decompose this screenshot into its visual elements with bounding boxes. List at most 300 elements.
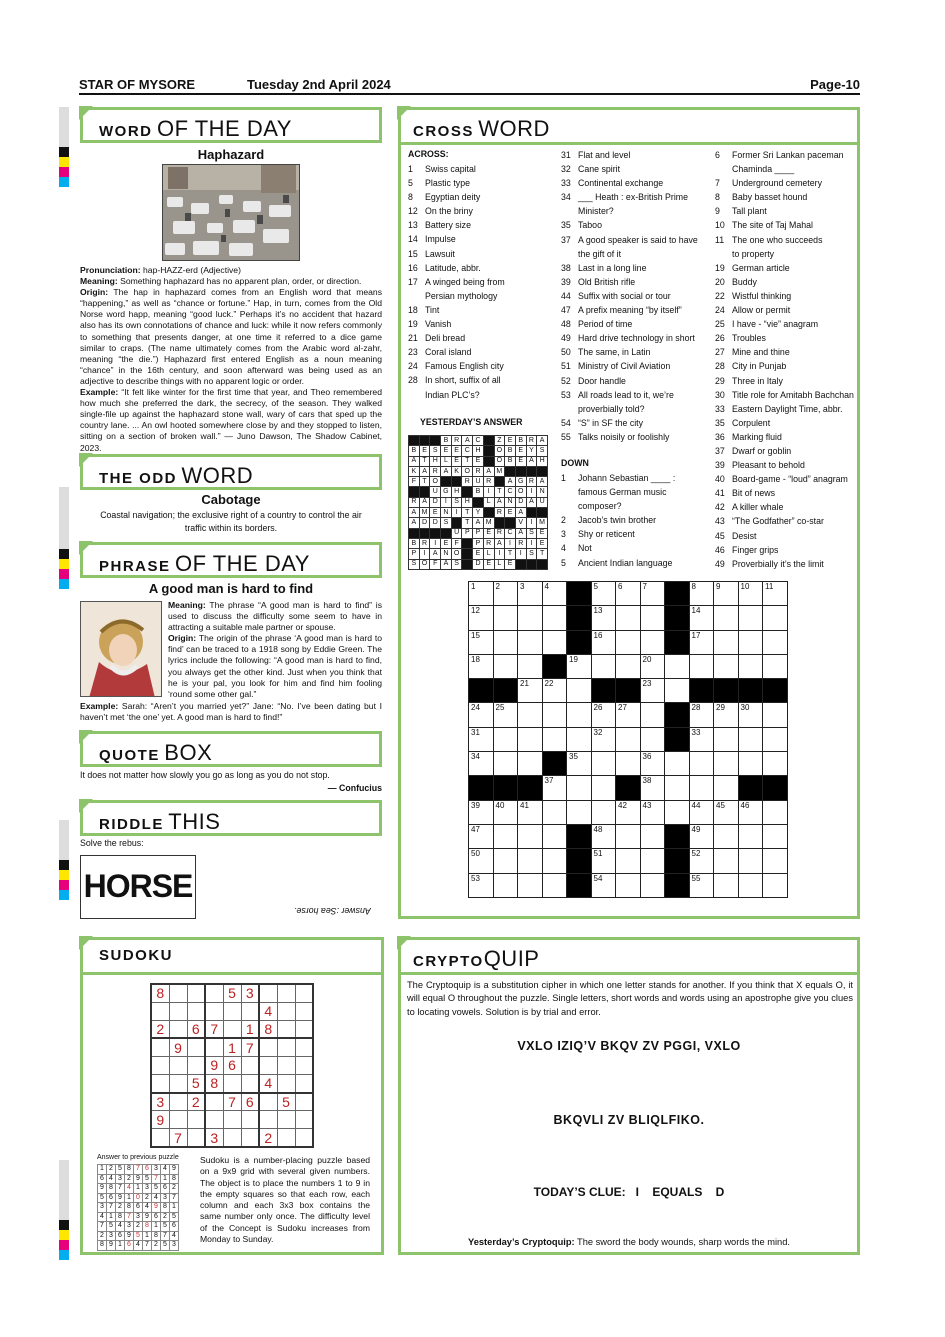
sudoku-cell[interactable] — [151, 1056, 169, 1074]
sudoku-cell: 7 — [205, 1020, 223, 1038]
crossword-cell[interactable] — [493, 824, 518, 848]
yesterday-cell: L — [483, 497, 494, 507]
sudoku-cell[interactable] — [259, 984, 277, 1002]
crossword-cell[interactable]: 24 — [469, 703, 494, 727]
yesterday-cell: P — [462, 528, 473, 538]
answer-cell: 8 — [152, 1231, 161, 1241]
crossword-cell[interactable] — [665, 800, 690, 824]
sudoku-cell[interactable] — [205, 984, 223, 1002]
crossword-cell[interactable]: 6 — [616, 582, 641, 606]
crossword-cell[interactable] — [542, 727, 567, 751]
sudoku-grid[interactable] — [150, 983, 314, 1148]
sudoku-cell[interactable] — [187, 1056, 205, 1074]
crossword-cell[interactable] — [738, 824, 763, 848]
crossword-cell[interactable]: 49 — [689, 824, 714, 848]
crossword-cell[interactable] — [591, 800, 616, 824]
clue: 36 Marking fluid — [715, 431, 782, 442]
crossword-cell[interactable]: 43 — [640, 800, 665, 824]
crossword-cell[interactable] — [542, 606, 567, 630]
crossword-cell[interactable]: 7 — [640, 582, 665, 606]
reg-yellow — [59, 870, 69, 880]
crossword-cell — [542, 752, 567, 776]
sudoku-cell[interactable] — [223, 1129, 241, 1147]
crossword-cell[interactable] — [640, 849, 665, 873]
crossword-cell[interactable] — [738, 727, 763, 751]
crossword-cell[interactable] — [518, 703, 543, 727]
crossword-cell[interactable]: 21 — [518, 679, 543, 703]
clue: 33 Eastern Daylight Time, abbr. — [715, 403, 843, 414]
crossword-cell — [567, 849, 592, 873]
yesterday-cell — [483, 436, 494, 446]
sudoku-cell[interactable] — [169, 1056, 187, 1074]
crossword-cell[interactable] — [518, 630, 543, 654]
crossword-cell[interactable]: 41 — [518, 800, 543, 824]
cryptoquip-line1: VXLO IZIQ’V BKQV ZV PGGI, VXLO — [517, 1039, 741, 1053]
crossword-cell[interactable] — [640, 630, 665, 654]
crossword-cell[interactable]: 33 — [689, 727, 714, 751]
quote-author: — Confucius — [327, 783, 382, 793]
reg-black — [59, 860, 69, 870]
sudoku-cell[interactable] — [169, 984, 187, 1002]
sudoku-cell[interactable] — [277, 1074, 295, 1092]
crossword-cell[interactable] — [493, 727, 518, 751]
crossword-cell[interactable] — [591, 654, 616, 678]
crossword-cell[interactable]: 48 — [591, 824, 616, 848]
crossword-cell[interactable]: 53 — [469, 873, 494, 897]
crossword-cell[interactable] — [493, 606, 518, 630]
answer-cell: 4 — [98, 1212, 107, 1222]
crossword-cell[interactable] — [763, 630, 788, 654]
sudoku-cell[interactable] — [223, 1002, 241, 1020]
sudoku-cell[interactable] — [277, 984, 295, 1002]
crossword-cell[interactable] — [616, 606, 641, 630]
yesterday-cell: B — [505, 456, 516, 466]
crossword-cell[interactable]: 30 — [738, 703, 763, 727]
crossword-cell[interactable] — [616, 654, 641, 678]
crossword-cell[interactable]: 1 — [469, 582, 494, 606]
yesterday-cell: R — [515, 538, 526, 548]
crossword-cell[interactable]: 36 — [640, 752, 665, 776]
yesterday-cell: R — [494, 508, 505, 518]
yesterday-cell — [419, 487, 430, 497]
crossword-cell[interactable] — [689, 776, 714, 800]
crossword-cell[interactable]: 18 — [469, 654, 494, 678]
crossword-cell[interactable]: 16 — [591, 630, 616, 654]
answer-cell: 2 — [170, 1184, 179, 1194]
clue: 8 Egyptian deity — [408, 192, 481, 203]
clue: 50 The same, in Latin — [561, 347, 651, 358]
crossword-cell[interactable] — [763, 800, 788, 824]
crossword-cell[interactable] — [738, 606, 763, 630]
sudoku-cell: 5 — [277, 1093, 295, 1111]
crossword-cell[interactable] — [518, 873, 543, 897]
yesterday-cell: U — [430, 487, 441, 497]
yesterday-cell — [537, 559, 548, 569]
clue: 9 Tall plant — [715, 206, 767, 217]
crossword-cell[interactable] — [518, 606, 543, 630]
crossword-cell[interactable] — [763, 654, 788, 678]
sudoku-cell[interactable] — [223, 1111, 241, 1129]
sudoku-cell[interactable] — [295, 1093, 313, 1111]
sudoku-cell[interactable] — [169, 1020, 187, 1038]
crossword-cell[interactable] — [616, 727, 641, 751]
sudoku-cell: 2 — [187, 1093, 205, 1111]
answer-cell: 9 — [170, 1165, 179, 1175]
answer-cell: 0 — [134, 1193, 143, 1203]
yesterday-cell: B — [505, 446, 516, 456]
crossword-cell — [493, 679, 518, 703]
answer-cell: 7 — [107, 1203, 116, 1213]
sudoku-cell[interactable] — [241, 1002, 259, 1020]
crossword-cell[interactable] — [763, 727, 788, 751]
crossword-cell[interactable] — [714, 849, 739, 873]
sudoku-cell[interactable] — [259, 1111, 277, 1129]
crossword-cell[interactable]: 38 — [640, 776, 665, 800]
word-of-day-word: Haphazard — [197, 147, 265, 162]
crossword-cell[interactable] — [763, 824, 788, 848]
sudoku-cell[interactable] — [187, 1111, 205, 1129]
clue: 32 Cane spirit — [561, 164, 621, 175]
crossword-cell[interactable] — [714, 873, 739, 897]
sudoku-cell[interactable] — [169, 1111, 187, 1129]
answer-cell: 5 — [98, 1193, 107, 1203]
sudoku-cell[interactable] — [205, 1038, 223, 1056]
crossword-cell[interactable] — [665, 752, 690, 776]
sudoku-cell[interactable] — [295, 1111, 313, 1129]
crossword-cell[interactable]: 46 — [738, 800, 763, 824]
crossword-cell[interactable] — [616, 873, 641, 897]
sudoku-cell[interactable] — [295, 1129, 313, 1147]
crossword-cell[interactable] — [640, 727, 665, 751]
crossword-cell[interactable] — [542, 824, 567, 848]
print-bar — [59, 1160, 69, 1220]
crossword-cell[interactable] — [567, 776, 592, 800]
crossword-cell[interactable]: 11 — [763, 582, 788, 606]
crossword-cell[interactable] — [640, 873, 665, 897]
crossword-cell[interactable] — [493, 654, 518, 678]
crossword-cell[interactable] — [714, 824, 739, 848]
yesterday-cell — [430, 436, 441, 446]
crossword-cell[interactable] — [591, 776, 616, 800]
crossword-cell[interactable]: 28 — [689, 703, 714, 727]
sudoku-cell[interactable] — [205, 1002, 223, 1020]
clue: 26 Troubles — [715, 333, 766, 344]
answer-cell: 8 — [125, 1203, 134, 1213]
crossword-cell[interactable]: 54 — [591, 873, 616, 897]
crossword-cell[interactable]: 23 — [640, 679, 665, 703]
crossword-cell[interactable] — [738, 752, 763, 776]
answer-cell: 3 — [134, 1212, 143, 1222]
sudoku-cell[interactable] — [187, 984, 205, 1002]
clue: 42 A killer whale — [715, 502, 784, 513]
clue: 39 Old British rifle — [561, 276, 636, 287]
crossword-cell[interactable]: 35 — [567, 752, 592, 776]
crossword-cell[interactable]: 15 — [469, 630, 494, 654]
crossword-cell[interactable] — [689, 752, 714, 776]
crossword-cell[interactable] — [567, 703, 592, 727]
answer-cell: 8 — [125, 1165, 134, 1175]
crossword-cell[interactable]: 45 — [714, 800, 739, 824]
answer-cell: 9 — [107, 1241, 116, 1251]
crossword-cell[interactable] — [714, 630, 739, 654]
clue: 19 Vanish — [408, 319, 452, 330]
sudoku-cell[interactable] — [151, 1074, 169, 1092]
clue: 24 Famous English city — [408, 361, 504, 372]
clue: 47 A prefix meaning “by itself” — [561, 305, 682, 316]
sudoku-cell: 6 — [187, 1020, 205, 1038]
clue: 37 Dwarf or goblin — [715, 445, 792, 456]
answer-cell: 1 — [134, 1184, 143, 1194]
crossword-cell[interactable] — [640, 606, 665, 630]
yesterday-cell — [515, 559, 526, 569]
crossword-cell[interactable]: 20 — [640, 654, 665, 678]
rebus-image — [80, 855, 196, 919]
crossword-cell[interactable] — [591, 752, 616, 776]
quote-title-box — [80, 731, 382, 767]
crossword-cell[interactable] — [542, 849, 567, 873]
answer-cell: 2 — [143, 1193, 152, 1203]
crossword-cell[interactable]: 51 — [591, 849, 616, 873]
sudoku-cell[interactable] — [259, 1038, 277, 1056]
yesterday-cell: A — [430, 549, 441, 559]
odd-word-word: Cabotage — [201, 492, 261, 507]
crossword-cell[interactable]: 50 — [469, 849, 494, 873]
crossword-cell[interactable] — [616, 630, 641, 654]
sudoku-cell[interactable] — [151, 1002, 169, 1020]
yesterday-crossword — [408, 435, 548, 570]
crossword-cell[interactable] — [738, 630, 763, 654]
crossword-cell — [567, 873, 592, 897]
yesterday-cell — [473, 497, 484, 507]
crossword-cell[interactable] — [542, 703, 567, 727]
answer-cell: 5 — [134, 1231, 143, 1241]
crossword-cell[interactable] — [714, 727, 739, 751]
crossword-cell[interactable] — [738, 873, 763, 897]
sudoku-cell[interactable] — [277, 1038, 295, 1056]
crossword-cell[interactable] — [518, 654, 543, 678]
crossword-cell[interactable]: 44 — [689, 800, 714, 824]
crossword-cell[interactable]: 25 — [493, 703, 518, 727]
crossword-cell[interactable] — [738, 849, 763, 873]
sudoku-answer-label: Answer to previous puzzle — [97, 1154, 179, 1161]
print-bar — [59, 820, 69, 860]
crossword-cell[interactable]: 27 — [616, 703, 641, 727]
yesterday-cell: O — [451, 549, 462, 559]
sudoku-cell[interactable] — [277, 1020, 295, 1038]
crossword-cell[interactable]: 47 — [469, 824, 494, 848]
yesterday-cell: F — [409, 477, 420, 487]
crossword-cell[interactable]: 14 — [689, 606, 714, 630]
crossword-cell[interactable] — [763, 606, 788, 630]
sudoku-cell[interactable] — [277, 1056, 295, 1074]
crossword-cell[interactable] — [542, 873, 567, 897]
crossword-cell[interactable] — [493, 630, 518, 654]
crossword-cell[interactable] — [567, 679, 592, 703]
yesterday-cell: V — [515, 518, 526, 528]
crossword-cell[interactable]: 9 — [714, 582, 739, 606]
sudoku-cell[interactable] — [241, 1074, 259, 1092]
crossword-cell[interactable] — [689, 654, 714, 678]
crossword-cell — [665, 606, 690, 630]
yesterday-cell: B — [473, 487, 484, 497]
crossword-cell[interactable]: 32 — [591, 727, 616, 751]
sudoku-cell[interactable] — [223, 1074, 241, 1092]
sudoku-cell[interactable] — [169, 1002, 187, 1020]
crossword-cell[interactable] — [493, 849, 518, 873]
crossword-cell[interactable]: 40 — [493, 800, 518, 824]
answer-cell: 6 — [134, 1203, 143, 1213]
clue: 46 Finger grips — [715, 544, 779, 555]
sudoku-cell[interactable] — [169, 1074, 187, 1092]
crossword-cell[interactable]: 39 — [469, 800, 494, 824]
answer-cell: 5 — [161, 1241, 170, 1251]
sudoku-cell[interactable] — [295, 1002, 313, 1020]
crossword-cell[interactable]: 12 — [469, 606, 494, 630]
reg-black — [59, 549, 69, 559]
crossword-cell — [542, 654, 567, 678]
sudoku-cell[interactable] — [295, 1056, 313, 1074]
crossword-cell[interactable]: 19 — [567, 654, 592, 678]
crossword-cell[interactable] — [665, 679, 690, 703]
crossword-cell[interactable] — [738, 654, 763, 678]
answer-cell: 4 — [134, 1241, 143, 1251]
answer-cell: 1 — [161, 1174, 170, 1184]
yesterday-cell: A — [441, 559, 452, 569]
paper-name: STAR OF MYSORE — [79, 77, 196, 92]
clue: 35 Taboo — [561, 220, 602, 231]
sudoku-cell: 6 — [241, 1093, 259, 1111]
crossword-cell[interactable]: 17 — [689, 630, 714, 654]
crossword-cell — [714, 679, 739, 703]
yesterday-cell: I — [451, 508, 462, 518]
crossword-cell[interactable] — [493, 873, 518, 897]
sudoku-cell[interactable] — [187, 1002, 205, 1020]
sudoku-cell[interactable] — [187, 1038, 205, 1056]
crossword-cell[interactable]: 34 — [469, 752, 494, 776]
crossword-cell[interactable] — [616, 824, 641, 848]
crossword-cell[interactable]: 31 — [469, 727, 494, 751]
reg-black — [59, 1220, 69, 1230]
crossword-cell[interactable] — [518, 752, 543, 776]
crossword-cell[interactable] — [763, 752, 788, 776]
yesterday-cell: R — [409, 497, 420, 507]
sudoku-cell[interactable] — [241, 1056, 259, 1074]
crossword-cell[interactable] — [518, 849, 543, 873]
sudoku-cell[interactable] — [241, 1111, 259, 1129]
answer-cell: 5 — [143, 1174, 152, 1184]
crossword-cell[interactable]: 2 — [493, 582, 518, 606]
crossword-cell[interactable] — [567, 800, 592, 824]
clue: Minister? — [578, 206, 614, 217]
sudoku-cell: 5 — [223, 984, 241, 1002]
crossword-cell[interactable] — [665, 654, 690, 678]
crossword-cell[interactable] — [714, 654, 739, 678]
crossword-cell[interactable] — [616, 752, 641, 776]
crossword-cell[interactable]: 52 — [689, 849, 714, 873]
sudoku-cell[interactable] — [223, 1020, 241, 1038]
yesterday-cell: D — [430, 497, 441, 507]
sudoku-cell[interactable] — [259, 1056, 277, 1074]
crossword-cell[interactable]: 5 — [591, 582, 616, 606]
crossword-cell[interactable] — [493, 752, 518, 776]
phrase-example: Example: Sarah: “Aren’t you married yet?” Jane: “No. I’ve been dating but I haven’t met ‘the one’ yet. A good man is hard to find!” — [80, 701, 382, 723]
sudoku-cell[interactable] — [241, 1129, 259, 1147]
crossword-cell[interactable] — [518, 824, 543, 848]
answer-cell: 4 — [152, 1193, 161, 1203]
answer-cell: 6 — [152, 1212, 161, 1222]
yesterday-cell: B — [441, 436, 452, 446]
sudoku-cell[interactable] — [205, 1111, 223, 1129]
sudoku-cell[interactable] — [151, 1129, 169, 1147]
crossword-cell[interactable]: 22 — [542, 679, 567, 703]
clue: 52 Door handle — [561, 375, 626, 386]
sudoku-cell[interactable] — [277, 1111, 295, 1129]
crossword-cell[interactable]: 8 — [689, 582, 714, 606]
crossword-cell[interactable]: 4 — [542, 582, 567, 606]
sudoku-cell[interactable] — [259, 1093, 277, 1111]
crossword-cell[interactable] — [567, 727, 592, 751]
yesterday-cell: T — [462, 456, 473, 466]
answer-cell: 1 — [125, 1193, 134, 1203]
crossword-cell[interactable] — [518, 727, 543, 751]
crossword-cell[interactable]: 13 — [591, 606, 616, 630]
answer-cell: 2 — [125, 1174, 134, 1184]
sudoku-cell[interactable] — [151, 1038, 169, 1056]
answer-cell: 2 — [98, 1231, 107, 1241]
sudoku-cell[interactable] — [205, 1093, 223, 1111]
sudoku-cell[interactable] — [295, 984, 313, 1002]
crossword-cell[interactable]: 37 — [542, 776, 567, 800]
sudoku-cell[interactable] — [295, 1074, 313, 1092]
cryptoquip-line2: BKQVLI ZV BLIQLFIKO. — [553, 1113, 705, 1127]
crossword-cell[interactable] — [665, 776, 690, 800]
crossword-cell[interactable]: 29 — [714, 703, 739, 727]
answer-cell: 4 — [116, 1222, 125, 1232]
crossword-cell[interactable] — [616, 849, 641, 873]
crossword-cell[interactable]: 3 — [518, 582, 543, 606]
sudoku-cell[interactable] — [187, 1129, 205, 1147]
answer-cell: 3 — [143, 1184, 152, 1194]
crossword-cell[interactable] — [714, 752, 739, 776]
sudoku-cell[interactable] — [277, 1129, 295, 1147]
sudoku-cell[interactable] — [295, 1020, 313, 1038]
crossword-cell[interactable] — [640, 824, 665, 848]
yesterday-cell: A — [409, 518, 420, 528]
crossword-cell[interactable] — [763, 873, 788, 897]
crossword-cell[interactable] — [714, 776, 739, 800]
sudoku-title: SUDOKU — [99, 947, 174, 964]
word-of-day-title: WORD OF THE DAY — [99, 116, 292, 141]
clue: 30 Title role for Amitabh Bachchan — [715, 389, 854, 400]
crossword-grid[interactable] — [468, 581, 788, 898]
crossword-cell[interactable] — [640, 703, 665, 727]
sudoku-cell[interactable] — [277, 1002, 295, 1020]
crossword-cell[interactable] — [763, 849, 788, 873]
sudoku-cell[interactable] — [295, 1038, 313, 1056]
yesterday-cell: E — [483, 559, 494, 569]
crossword-cell[interactable]: 10 — [738, 582, 763, 606]
crossword-cell[interactable] — [763, 703, 788, 727]
sudoku-cell[interactable] — [169, 1093, 187, 1111]
crossword-cell[interactable] — [542, 630, 567, 654]
yesterday-cell — [430, 528, 441, 538]
crossword-cell[interactable]: 26 — [591, 703, 616, 727]
crossword-cell[interactable] — [714, 606, 739, 630]
sudoku-cell: 4 — [259, 1074, 277, 1092]
crossword-cell[interactable]: 55 — [689, 873, 714, 897]
crossword-cell[interactable] — [542, 800, 567, 824]
crossword-cell[interactable]: 42 — [616, 800, 641, 824]
